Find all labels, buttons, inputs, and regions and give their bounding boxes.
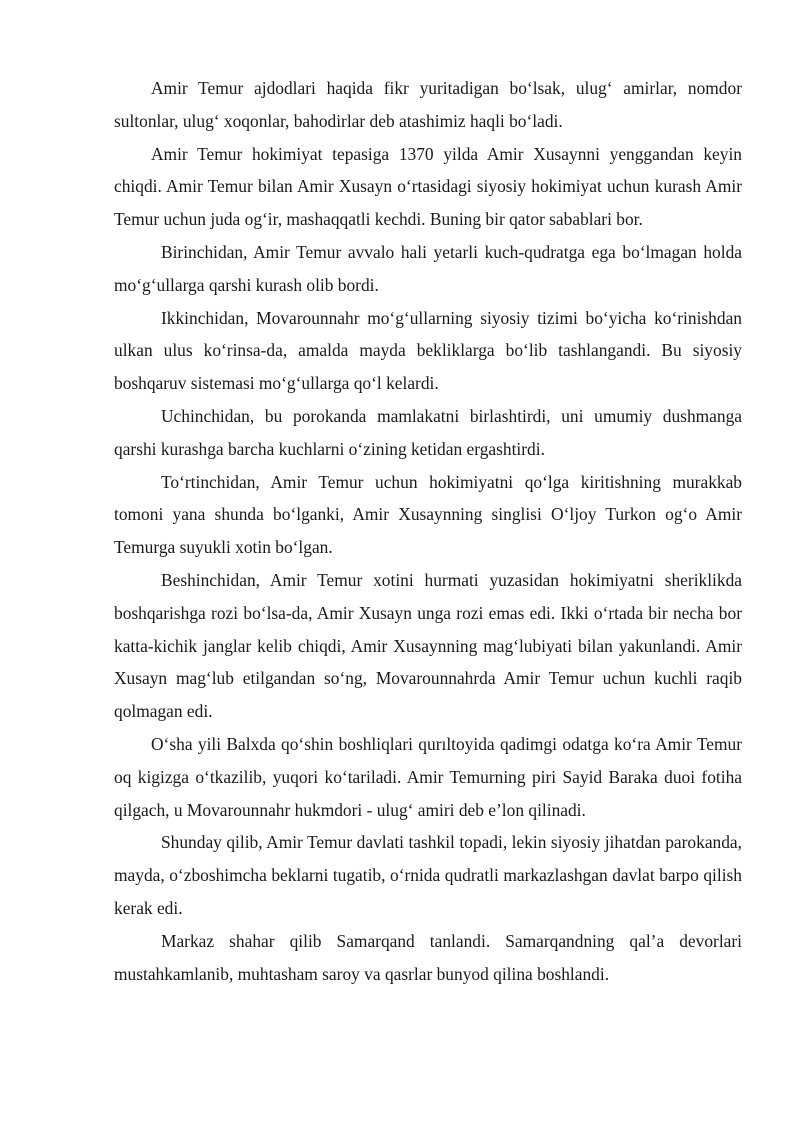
paragraph-9: Shunday qilib, Amir Temur davlati tashkil topadi, lekin siyosiy jihatdan parokanda, mayda, o‘zboshimcha beklarni tugatib, o‘rnida qudratli markazlashgan davlat barpo qilish kerak edi.	[114, 832, 742, 918]
paragraph-7: Beshinchidan, Amir Temur xotini hurmati yuzasidan hokimiyatni sheriklikda boshqarishga rozi bo‘lsa-da, Amir Xusayn unga rozi emas edi. Ikki o‘rtada bir necha bor katta-kichik janglar kelib chiqdi, Amir Xusaynning mag‘lubiyati bilan yakunlandi. Amir Xusayn mag‘lub etilgandan so‘ng, Movarounnahrda Amir Temur uchun kuchli raqib qolmagan edi.	[114, 569, 742, 722]
paragraph-8: O‘sha yili Balxda qo‘shin boshliqlari qurıltoyida qadimgi odatga ko‘ra Amir Temur oq kigizga o‘tkazilib, yuqori ko‘tariladi. Amir Temurning piri Sayid Baraka duoi fotiha qilgach, u Movarounnahr hukmdori - ulug‘ amiri deb e’lon qilinadi.	[114, 733, 742, 820]
document-body	[114, 72, 742, 990]
paragraph-2: Amir Temur hokimiyat tepasiga 1370 yilda Amir Xusaynni yenggandan keyin chiqdi. Amir Temur bilan Amir Xusayn o‘rtasidagi siyosiy hokimiyat uchun kurash Amir Temur uchun juda og‘ir, mashaqqatli kechdi. Buning bir qator sabablari bor.	[114, 143, 742, 230]
paragraph-1: Amir Temur ajdodlari haqida fikr yuritadigan bo‘lsak, ulug‘ amirlar, nomdor sultonlar, ulug‘ xoqonlar, bahodirlar deb atashimiz haqli bo‘ladi.	[114, 78, 742, 131]
paragraph-4: Ikkinchidan, Movarounnahr mo‘g‘ullarning siyosiy tizimi bo‘yicha ko‘rinishdan ulkan ulus ko‘rinsa-da, amalda mayda bekliklarga bo‘lib tashlangandi. Bu siyosiy boshqaruv sistemasi mo‘g‘ullarga qo‘l kelardi.	[114, 307, 742, 394]
paragraph-10: Markaz shahar qilib Samarqand tanlandi. Samarqandning qal’a devorlari mustahkamlanib, muhtasham saroy va qasrlar bunyod qilina boshlandi.	[114, 930, 742, 984]
paragraph-3: Birinchidan, Amir Temur avvalo hali yetarli kuch-qudratga ega bo‘lmagan holda mo‘g‘ullarga qarshi kurash olib bordi.	[114, 241, 742, 295]
paragraph-6: To‘rtinchidan, Amir Temur uchun hokimiyatni qo‘lga kiritishning murakkab tomoni yana shunda bo‘lganki, Amir Xusaynning singlisi O‘ljoy Turkon og‘o Amir Temurga suyukli xotin bo‘lgan.	[114, 471, 742, 558]
paragraph-5: Uchinchidan, bu porokanda mamlakatni birlashtirdi, uni umumiy dushmanga qarshi kurashga barcha kuchlarni o‘zining ketidan ergashtirdi.	[114, 405, 742, 459]
